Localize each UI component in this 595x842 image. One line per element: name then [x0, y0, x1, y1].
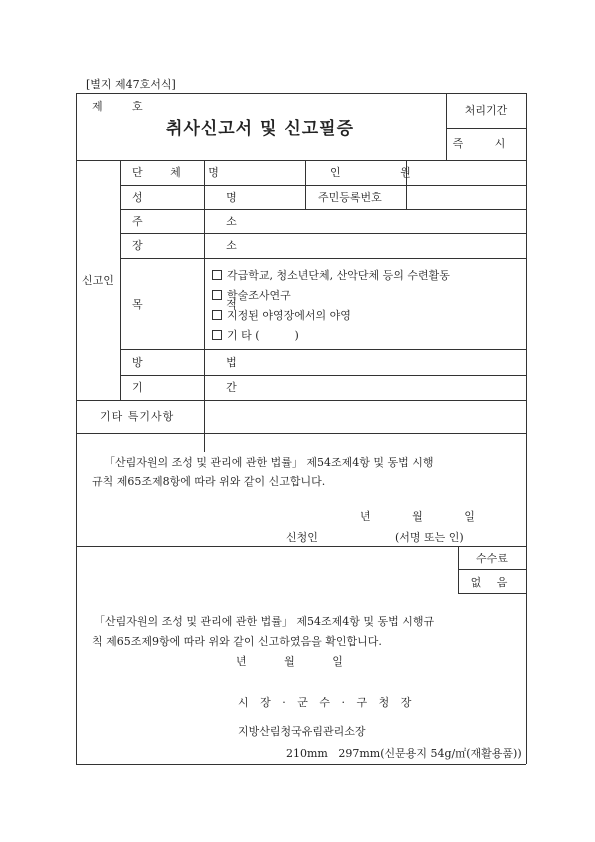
- purpose-option-label: 학술조사연구: [227, 289, 291, 302]
- checkbox-icon[interactable]: [212, 290, 222, 300]
- place-field[interactable]: [205, 234, 525, 257]
- purpose-option-other[interactable]: [212, 326, 450, 346]
- paper-spec-footer: 210mm 297mm(신문용지 54g/㎡(재활용품)): [286, 747, 522, 760]
- purpose-option-label: 지정된 야영장에서의 야영: [227, 309, 351, 322]
- processing-period-label: 처리기간: [464, 104, 508, 117]
- confirmation-date: 년 월 일: [236, 655, 343, 668]
- processing-period-value: 즉 시: [452, 137, 520, 150]
- number-label-suffix: 호: [132, 100, 143, 113]
- confirmation-line-2: 칙 제65조제9항에 따라 위와 같이 신고하였음을 확인합니다.: [92, 635, 382, 648]
- purpose-option-label: 각급학교, 청소년단체, 산악단체 등의 수련활동: [227, 269, 450, 282]
- confirmation-line-1: 「산림자원의 조성 및 관리에 관한 법률」 제54조제4항 및 동법 시행규: [94, 615, 435, 628]
- address-field[interactable]: [205, 210, 525, 232]
- group-name-label-text: 단 체 명: [132, 166, 231, 179]
- name-field[interactable]: [205, 186, 304, 208]
- other-notes-label: 기타 특기사항: [100, 410, 175, 423]
- method-label: 방 법: [132, 356, 277, 369]
- checkbox-icon[interactable]: [212, 330, 222, 340]
- declaration-date: 년 월 일: [360, 510, 475, 523]
- purpose-option-research[interactable]: [212, 286, 450, 306]
- checkbox-icon[interactable]: [212, 270, 222, 280]
- authority-forest-office: 지방산림청국유림관리소장: [238, 725, 366, 738]
- declaration-line-2: 규칙 제65조제8항에 따라 위와 같이 신고합니다.: [92, 475, 326, 488]
- form-reference: [별지 제47호서식]: [86, 78, 176, 91]
- declaration-line-1: 「산림자원의 조성 및 관리에 관한 법률」 제54조제4항 및 동법 시행: [104, 456, 434, 469]
- group-name-field[interactable]: [205, 161, 304, 184]
- form-title: 취사신고서 및 신고필증: [165, 119, 355, 139]
- applicant-section-label: 신고인: [82, 274, 114, 287]
- checkbox-icon[interactable]: [212, 310, 222, 320]
- other-notes-field[interactable]: [205, 401, 525, 432]
- place-label: 장 소: [132, 239, 277, 252]
- resident-number-field[interactable]: [407, 186, 525, 208]
- headcount-field[interactable]: [407, 161, 525, 184]
- period-label: 기 간: [132, 381, 277, 394]
- resident-number-label: 주민등록번호: [318, 191, 382, 204]
- purpose-label: 목 적: [132, 298, 277, 311]
- period-field[interactable]: [205, 376, 525, 399]
- headcount-label: 인 원: [330, 166, 439, 179]
- number-label: 제: [92, 100, 103, 113]
- method-field[interactable]: [205, 350, 525, 374]
- fee-label: 수수료: [476, 552, 508, 565]
- applicant-signature-label: 신청인: [286, 531, 318, 544]
- fee-value: 없 음: [470, 576, 514, 589]
- purpose-option-label: 기 타 ( ): [227, 329, 299, 342]
- purpose-options: [212, 266, 450, 346]
- group-name-label: [132, 166, 231, 179]
- name-label: 성 명: [132, 191, 277, 204]
- signature-hint: (서명 또는 인): [395, 531, 464, 544]
- authority-mayor: 시 장 · 군 수 · 구 청 장: [238, 696, 416, 709]
- purpose-option-camping[interactable]: [212, 306, 450, 326]
- purpose-option-training[interactable]: [212, 266, 450, 286]
- signature-field[interactable]: [330, 528, 390, 544]
- address-label: 주 소: [132, 215, 277, 228]
